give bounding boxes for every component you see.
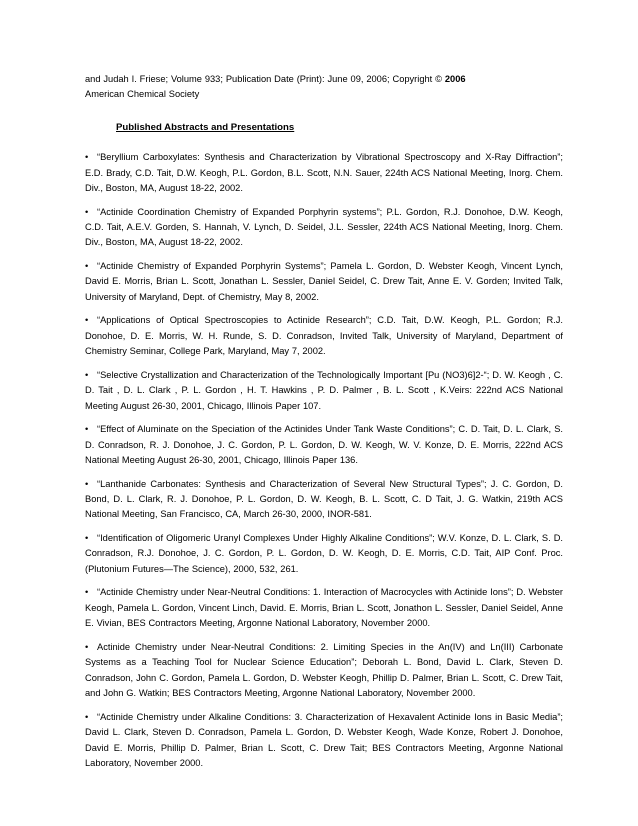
bullet-icon: • xyxy=(85,533,89,544)
bullet-icon: • xyxy=(85,478,89,489)
entry-text: “Beryllium Carboxylates: Synthesis and Characterization by Vibrational Spectroscopy and X-Ray Diffraction”; E.D. Brady, C.D. Tait, D.W. Keogh, P.L. Gordon, B.L. Scott, N.N. Sauer, 224th ACS National Meeting, Inorg. Chem. Div., Boston, MA, August 18-22, 2002. xyxy=(85,152,563,194)
entry-text: “Actinide Coordination Chemistry of Expanded Porphyrin systems”; P.L. Gordon, R.J. Donohoe, D.W. Keogh, C.D. Tait, A.E.V. Gorden, S. Hannah, V. Lynch, D. Seidel, J.L. Sessler, 224th ACS National Meeting, Inorg. Chem. Div., Boston, MA, August 18-22, 2002. xyxy=(85,206,563,248)
bullet-icon: • xyxy=(85,587,89,598)
intro-tail: American Chemical Society xyxy=(85,89,200,100)
list-item xyxy=(85,259,563,305)
bullet-icon: • xyxy=(85,315,89,326)
entry-text: “Actinide Chemistry of Expanded Porphyrin Systems”; Pamela L. Gordon, D. Webster Keogh, Vincent Lynch, David E. Morris, Brian L. Scott, Jonathan L. Sessler, Daniel Seidel, C. Drew Tait, Anne E. V. Gorden; Invited Talk, University of Maryland, Dept. of Chemistry, May 8, 2002. xyxy=(85,261,563,302)
list-item xyxy=(85,585,563,631)
entry-text: “Identification of Oligomeric Uranyl Complexes Under Highly Alkaline Conditions”; W.V. Konze, D. L. Clark, S. D. Conradson, R.J. Donohoe, J. C. Gordon, P. L. Gordon, D. W. Keogh, D. E. Morris, C.D. Tait, AIP Conf. Proc. (Plutonium Futures—The Science), 2000, 532, 261. xyxy=(85,533,563,574)
bullet-icon: • xyxy=(85,424,89,435)
list-item xyxy=(85,640,563,702)
bullet-icon: • xyxy=(85,369,89,380)
list-item xyxy=(85,531,563,577)
list-item xyxy=(85,477,563,523)
entry-list xyxy=(85,150,563,771)
entry-text: “Actinide Chemistry under Alkaline Conditions: 3. Characterization of Hexavalent Actinide Ions in Basic Media”; David L. Clark, Steven D. Conradson, Pamela L. Gordon, D. Webster Keogh, Wade Konze, Robert J. Donohoe, David E. Morris, Phillip D. Palmer, Brian L. Scott, C. Drew Tait; BES Contractors Meeting, Argonne National Laboratory, November 2000. xyxy=(85,711,563,768)
list-item xyxy=(85,422,563,468)
document-page xyxy=(85,72,563,780)
intro-paragraph xyxy=(85,72,563,103)
intro-year: 2006 xyxy=(444,74,466,84)
bullet-icon: • xyxy=(85,641,89,652)
bullet-icon: • xyxy=(85,152,89,163)
entry-text: “Lanthanide Carbonates: Synthesis and Characterization of Several New Structural Types”; J. C. Gordon, D. Bond, D. L. Clark, R. J. Donohoe, P. L. Gordon, D. W. Keogh, B. L. Scott, C. D Tait, J. G. Watkin, 219th ACS National Meeting, San Francisco, CA, March 26-30, 2000, INOR-581. xyxy=(85,478,563,520)
entry-text: “Applications of Optical Spectroscopies to Actinide Research”; C.D. Tait, D.W. Keogh, P.L. Gordon; R.J. Donohoe, D. E. Morris, W. H. Runde, S. D. Conradson, Invited Talk, University of Maryland, Department of Chemistry Seminar, College Park, Maryland, May 7, 2002. xyxy=(85,315,563,357)
bullet-icon: • xyxy=(85,711,89,722)
list-item xyxy=(85,710,563,772)
list-item xyxy=(85,205,563,251)
entry-text: Actinide Chemistry under Near-Neutral Conditions: 2. Limiting Species in the An(IV) and Ln(III) Carbonate Systems as a Teaching Tool for Nuclear Science Education”; Deborah L. Bond, David L. Clark, Steven D. Conradson, John C. Gordon, Pamela L. Gordon, D. Webster Keogh, Phillip D. Palmer, Brian L. Scott, C. Drew Tait, and John G. Watkin; BES Contractors Meeting, Argonne National Laboratory, November 2000. xyxy=(85,641,563,699)
list-item xyxy=(85,150,563,196)
list-item xyxy=(85,313,563,359)
bullet-icon: • xyxy=(85,261,89,272)
entry-text: “Selective Crystallization and Characterization of the Technologically Important [Pu (NO3)6]2-“; D. W. Keogh , C. D. Tait , D. L. Clark , P. L. Gordon , H. T. Hawkins , P. D. Palmer , B. L. Scott , K.Veirs: 222nd ACS National Meeting August 26-30, 2001, Chicago, Illinois Paper 107. xyxy=(85,369,563,411)
bullet-icon: • xyxy=(85,206,89,217)
entry-text: “Effect of Aluminate on the Speciation of the Actinides Under Tank Waste Conditions”; C. D. Tait, D. L. Clark, S. D. Conradson, R. J. Donohoe, J. C. Gordon, P. L. Gordon, D. W. Keogh, W. V. Konze, D. E. Morris, 222nd ACS National Meeting August 26-30, 2001, Chicago, Illinois Paper 136. xyxy=(85,424,563,466)
section-heading: Published Abstracts and Presentations xyxy=(116,121,295,133)
intro-text: and Judah I. Friese; Volume 933; Publication Date (Print): June 09, 2006; Copyright © xyxy=(85,74,445,84)
entry-text: “Actinide Chemistry under Near-Neutral Conditions: 1. Interaction of Macrocycles with Actinide Ions”; D. Webster Keogh, Pamela L. Gordon, Vincent Linch, David. E. Morris, Brian L. Scott, Jonathon L. Sessler, Daniel Seidel, Anne E. Vivian, BES Contractors Meeting, Argonne National Laboratory, November 2000. xyxy=(85,587,563,629)
list-item xyxy=(85,368,563,414)
